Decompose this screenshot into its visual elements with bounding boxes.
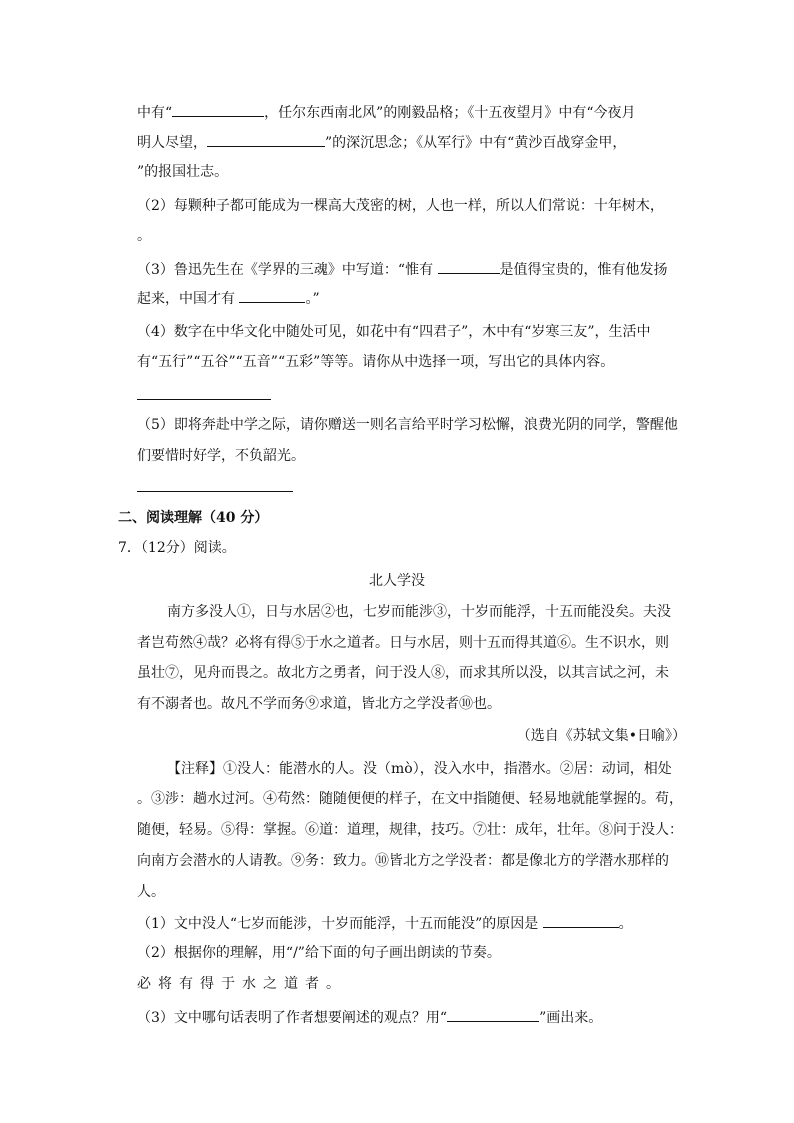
passage-line: 者岂苟然④哉？必将有得⑤于水之道者。日与水居，则十五而得其道⑥。生不识水，则: [137, 635, 669, 651]
fill-blank[interactable]: [172, 102, 264, 117]
text: 。”: [305, 291, 320, 307]
text: 明人尽望，: [137, 135, 207, 151]
passage-line: 南方多没人①，日与水居②也，七岁而能涉③，十岁而能浮，十五而能没矣。夫没: [167, 604, 671, 620]
q6-part1-line3: ”的报国壮志。: [137, 164, 229, 180]
underline-sample: [447, 1007, 539, 1022]
q6-part1-line2: [137, 132, 626, 153]
answer-line[interactable]: [137, 399, 271, 400]
q6-part2-line2: 。: [137, 228, 151, 244]
note-line: [167, 759, 672, 779]
text: ”的深沉思念；《从军行》中有“黄沙百战穿金甲，: [325, 135, 627, 151]
subquestion-3: [137, 1007, 602, 1028]
q6-part3-line1: [137, 259, 668, 280]
subquestion-1: [137, 913, 633, 934]
text: ①没人：能潜水的人。没（mò），没入水中，指潜水。②居：动词，相处: [223, 761, 672, 777]
text: ，任尔东西南北风”的刚毅品格；《十五夜望月》中有“今夜月: [264, 105, 636, 121]
text: （3）文中哪句话表明了作者想要阐述的观点？用“: [137, 1010, 448, 1026]
q6-part4-line1: （4）数字在中华文化中随处可见，如花中有“四君子”，木中有“岁寒三友”，生活中: [137, 324, 651, 340]
q6-part3-line2: [137, 288, 320, 309]
note-line: 人。: [137, 884, 165, 900]
q6-part1-line1: [137, 102, 636, 123]
text: （3）鲁迅先生在《学界的三魂》中写道：“惟有: [137, 262, 438, 278]
text: 是值得宝贵的，惟有他发扬: [499, 262, 668, 278]
rhythm-sentence[interactable]: 必将有得于水之道者。: [137, 976, 347, 992]
text: 。: [618, 916, 633, 932]
fill-blank[interactable]: [543, 913, 619, 928]
section-heading: 二、阅读理解（40 分）: [118, 510, 269, 526]
passage-line: 虽壮⑦，见舟而畏之。故北方之勇者，问于没人⑧，而求其所以没，以其言试之河，未: [137, 665, 669, 681]
answer-line[interactable]: [137, 491, 293, 492]
passage-title: 北人学没: [369, 573, 425, 589]
text: （1）文中没人“七岁而能涉，十岁而能浮，十五而能没”的原因是: [137, 916, 543, 932]
fill-blank[interactable]: [239, 288, 305, 303]
note-label: 【注释】: [167, 761, 223, 777]
passage-line: 有不溺者也。故凡不学而务⑨求道，皆北方之学没者⑩也。: [137, 696, 501, 712]
subquestion-2: （2）根据你的理解，用“/”给下面的句子画出朗读的节奏。: [137, 945, 501, 961]
q6-part4-line2: 有“五行”“五谷”“五音”“五彩”等等。请你从中选择一项，写出它的具体内容。: [137, 354, 615, 370]
fill-blank[interactable]: [438, 259, 500, 274]
fill-blank[interactable]: [207, 132, 325, 147]
text: ”画出来。: [539, 1010, 603, 1026]
passage-source: （选自《苏轼文集•日喻》）: [516, 728, 686, 744]
question-7-intro: 7．（12分）阅读。: [118, 540, 236, 556]
note-line: 。③涉：趟水过河。④苟然：随随便便的样子，在文中指随便、轻易地就能掌握的。苟，: [137, 791, 683, 807]
q6-part2-line1: （2）每颗种子都可能成为一棵高大茂密的树，人也一样，所以人们常说：十年树木，: [137, 198, 664, 214]
q6-part5-line2: 们要惜时好学，不负韶光。: [137, 448, 305, 464]
text: 起来，中国才有: [137, 291, 240, 307]
q6-part5-line1: （5）即将奔赴中学之际，请你赠送一则名言给平时学习松懈，浪费光阴的同学，警醒他: [137, 417, 678, 433]
text: 中有“: [137, 105, 173, 121]
note-line: 随便，轻易。⑤得：掌握。⑥道：道理，规律，技巧。⑦壮：成年，壮年。⑧问于没人：: [137, 822, 683, 838]
note-line: 向南方会潜水的人请教。⑨务：致力。⑩皆北方之学没者：都是像北方的学潜水那样的: [137, 853, 669, 869]
